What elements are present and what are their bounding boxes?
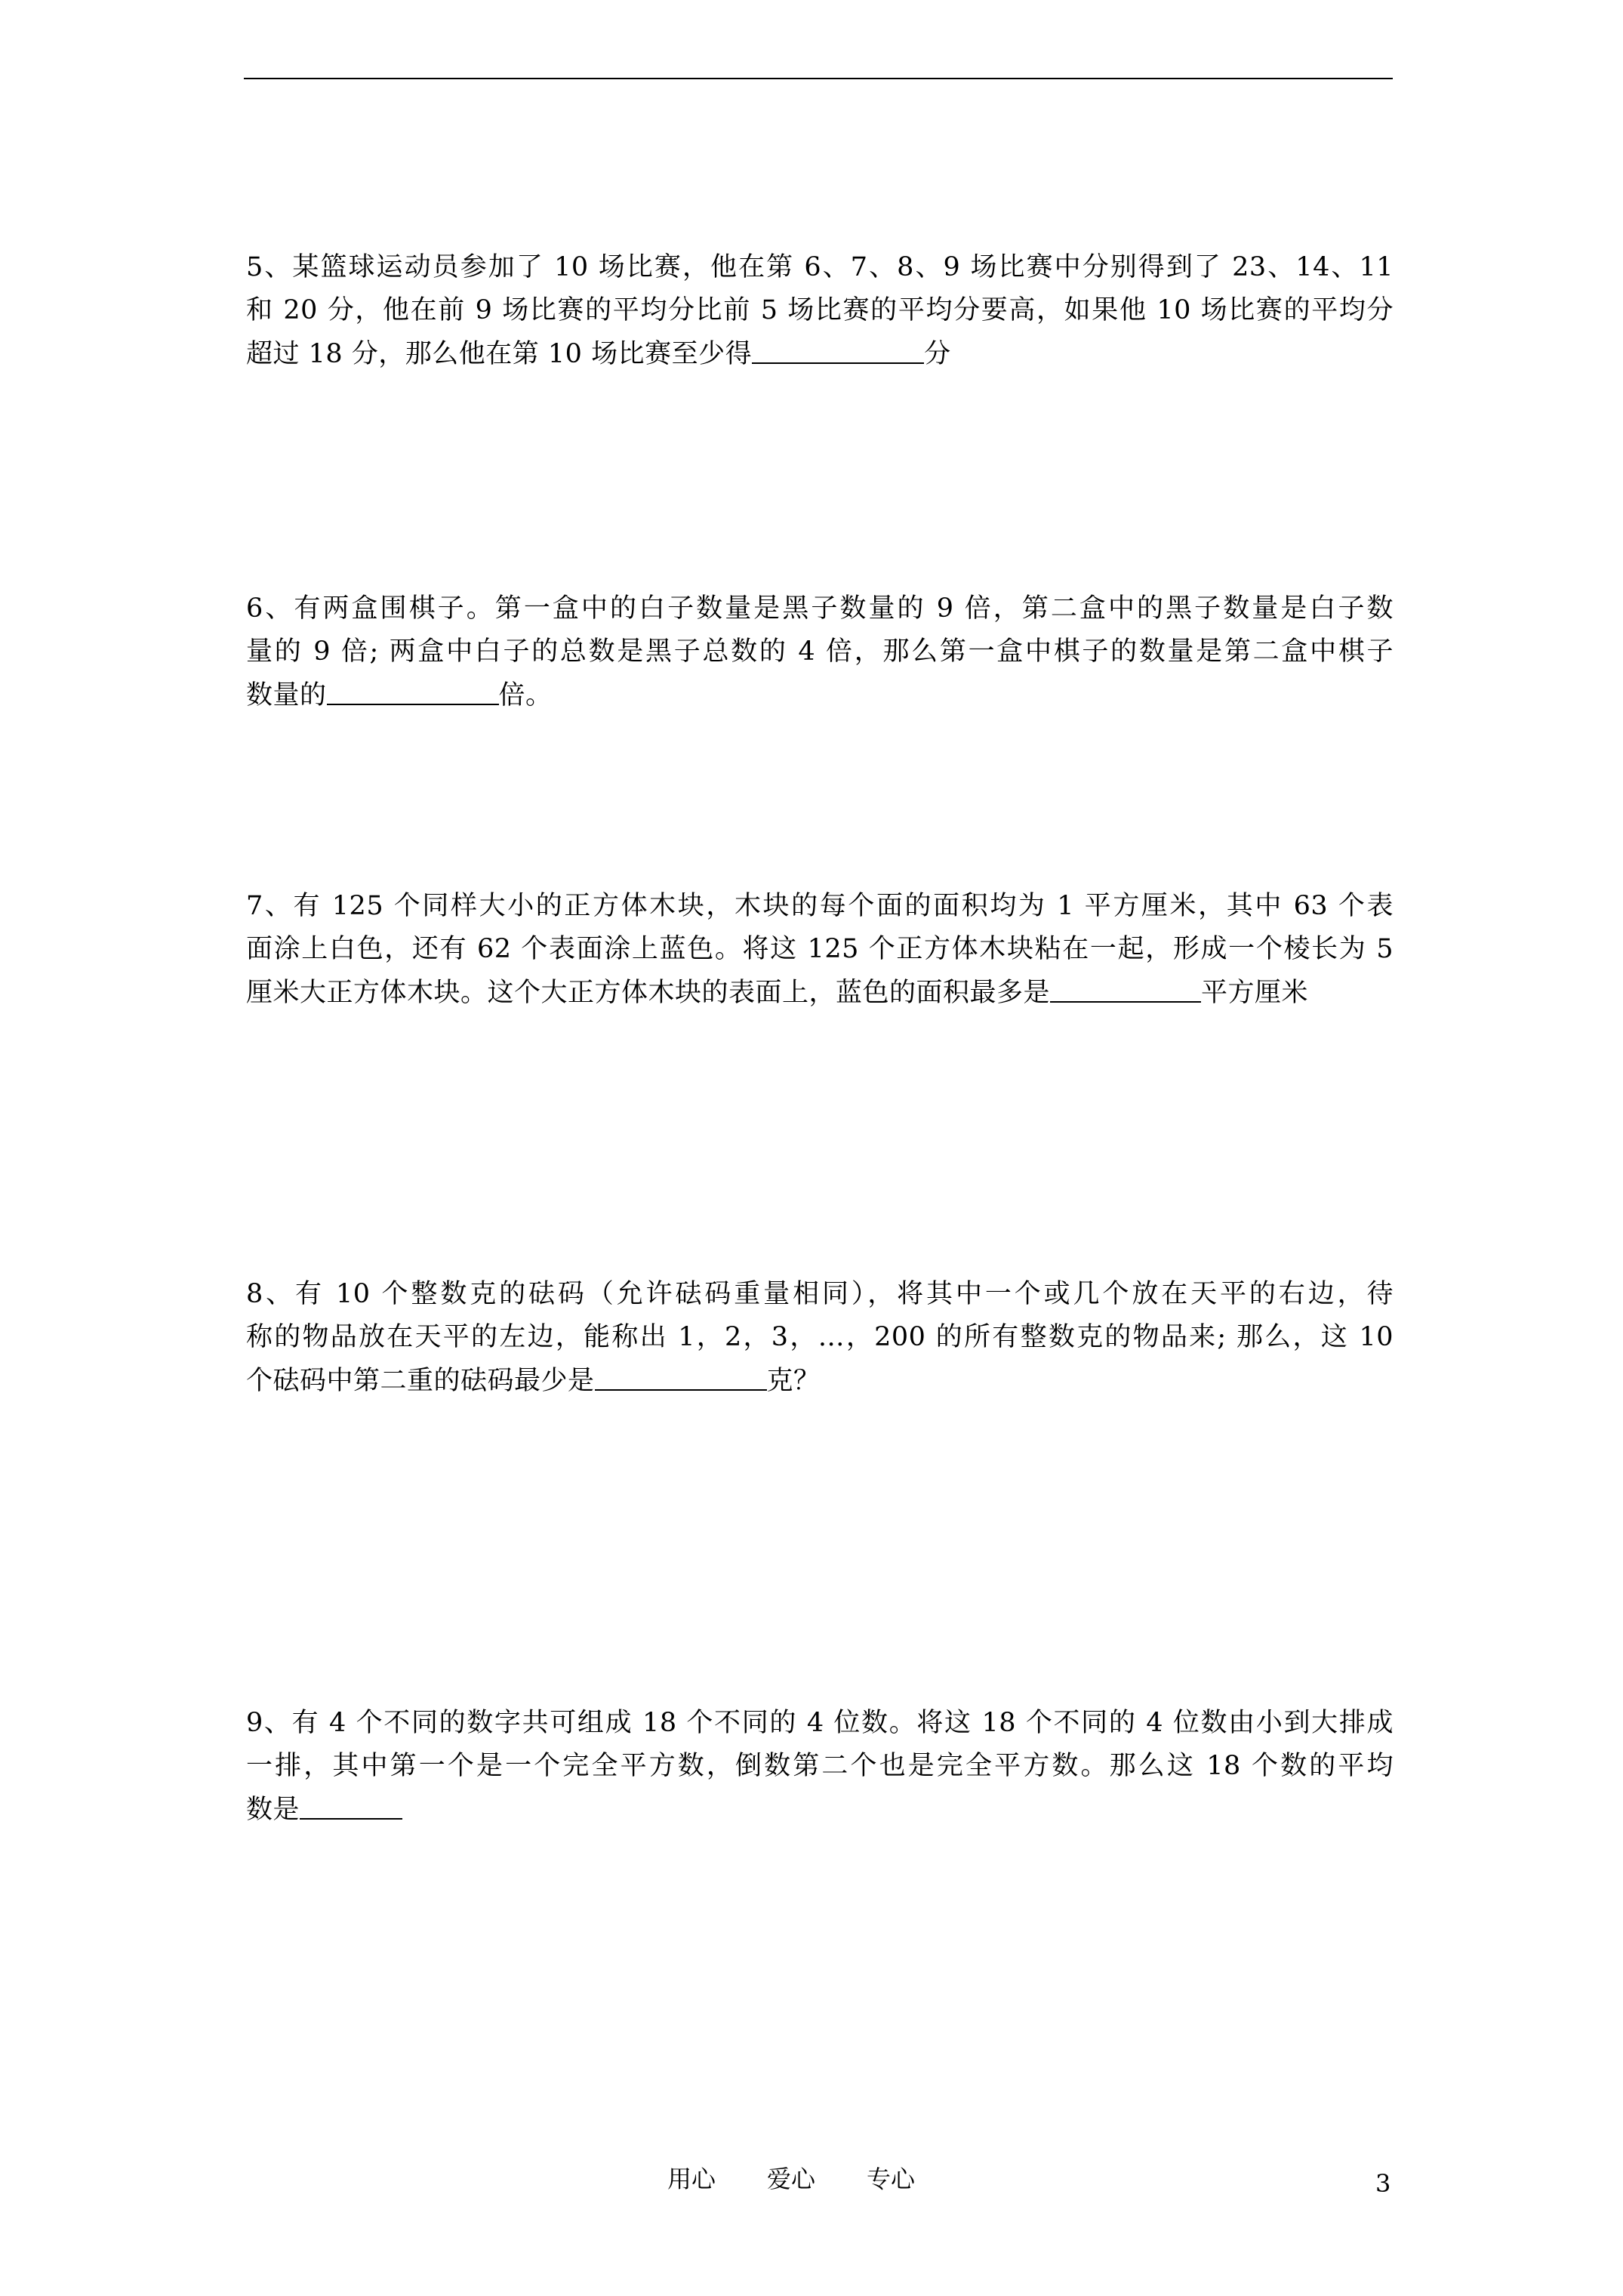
page-number: 3 bbox=[1375, 2169, 1391, 2198]
footer-motto-item: 用心 bbox=[667, 2165, 716, 2193]
question-text: 分 bbox=[924, 339, 951, 369]
answer-blank[interactable] bbox=[327, 673, 499, 705]
question-text: 超过 18 分，那么他在第 10 场比赛至少得 bbox=[246, 339, 753, 369]
footer-motto bbox=[667, 2164, 915, 2194]
question-7 bbox=[246, 885, 1394, 1014]
question-text: 平方厘米 bbox=[1201, 978, 1309, 1008]
question-5 bbox=[246, 246, 1394, 375]
question-line bbox=[246, 332, 1394, 375]
answer-blank[interactable] bbox=[300, 1788, 402, 1820]
answer-blank[interactable] bbox=[752, 332, 924, 364]
question-line: 7、有 125 个同样大小的正方体木块，木块的每个面的面积均为 1 平方厘米，其中 63 个表 bbox=[246, 891, 1394, 921]
question-line bbox=[246, 673, 1394, 717]
question-line: 和 20 分，他在前 9 场比赛的平均分比前 5 场比赛的平均分要高，如果他 10 场比赛的平均分 bbox=[246, 295, 1394, 325]
footer-motto-item: 专心 bbox=[867, 2165, 916, 2193]
answer-blank[interactable] bbox=[1050, 971, 1201, 1003]
question-line: 9、有 4 个不同的数字共可组成 18 个不同的 4 位数。将这 18 个不同的 4 位数由小到大排成 bbox=[246, 1708, 1394, 1738]
footer-motto-item: 爱心 bbox=[767, 2165, 816, 2193]
question-line: 8、有 10 个整数克的砝码（允许砝码重量相同），将其中一个或几个放在天平的右边，待 bbox=[246, 1279, 1394, 1309]
question-text: 个砝码中第二重的砝码最少是 bbox=[246, 1366, 595, 1396]
question-text: 数量的 bbox=[246, 680, 327, 710]
question-line: 5、某篮球运动员参加了 10 场比赛，他在第 6、7、8、9 场比赛中分别得到了 23、14、11 bbox=[246, 252, 1394, 282]
question-text: 数是 bbox=[246, 1795, 300, 1825]
question-line: 6、有两盒围棋子。第一盒中的白子数量是黑子数量的 9 倍，第二盒中的黑子数量是白子数 bbox=[246, 593, 1394, 624]
question-9 bbox=[246, 1702, 1394, 1831]
question-line: 量的 9 倍; 两盒中白子的总数是黑子总数的 4 倍，那么第一盒中棋子的数量是第二盒中棋子 bbox=[246, 636, 1394, 667]
question-text: 克？ bbox=[766, 1366, 821, 1396]
question-8 bbox=[246, 1273, 1394, 1402]
question-line bbox=[246, 971, 1394, 1014]
question-line: 面涂上白色，还有 62 个表面涂上蓝色。将这 125 个正方体木块粘在一起，形成一个棱长为 5 bbox=[246, 934, 1394, 964]
header-rule bbox=[244, 78, 1393, 79]
question-text: 厘米大正方体木块。这个大正方体木块的表面上，蓝色的面积最多是 bbox=[246, 978, 1051, 1008]
question-line: 一排，其中第一个是一个完全平方数，倒数第二个也是完全平方数。那么这 18 个数的平均 bbox=[246, 1751, 1394, 1781]
question-6 bbox=[246, 587, 1394, 717]
answer-blank[interactable] bbox=[595, 1359, 767, 1391]
question-text: 倍。 bbox=[498, 680, 553, 710]
question-line bbox=[246, 1788, 1394, 1831]
question-line: 称的物品放在天平的左边，能称出 1，2，3，…，200 的所有整数克的物品来; 那么，这 10 bbox=[246, 1322, 1394, 1352]
question-line bbox=[246, 1359, 1394, 1402]
